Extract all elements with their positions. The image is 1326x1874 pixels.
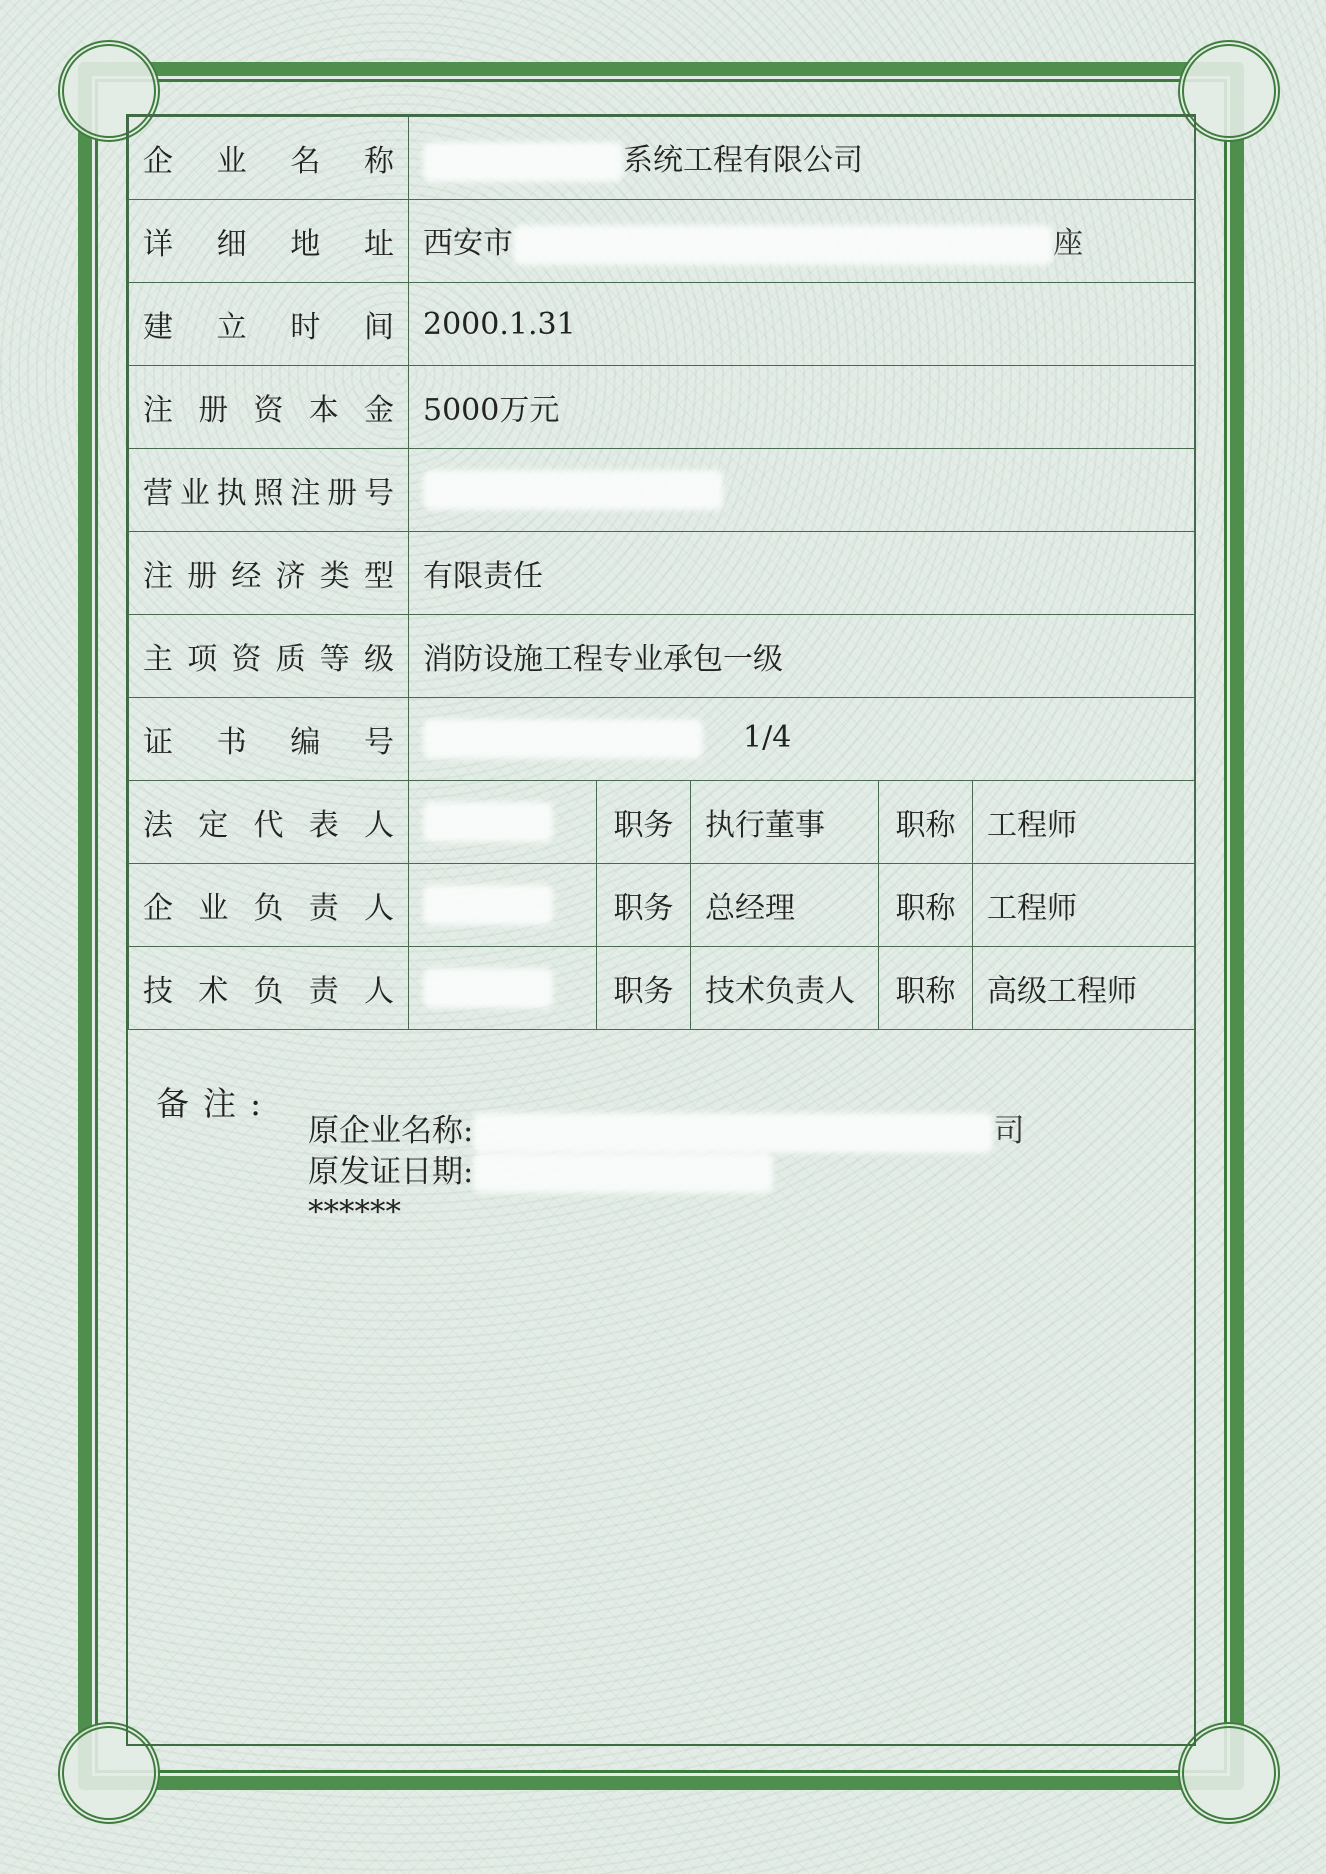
established-value: 2000.1.31 [409, 283, 1195, 366]
redacted-area [473, 1113, 993, 1153]
qualification-label: 主项资质等级 [129, 615, 409, 698]
certificate-no-label: 证书编号 [129, 698, 409, 781]
row-tech-head [129, 947, 1195, 1030]
tech-head-title-label: 职称 [879, 947, 973, 1030]
tech-head-label: 技术负责人 [129, 947, 409, 1030]
legal-rep-name [409, 781, 597, 864]
economic-type-label: 注册经济类型 [129, 532, 409, 615]
row-qualification [129, 615, 1195, 698]
company-name-text: 系统工程有限公司 [623, 142, 863, 178]
tech-head-title: 高级工程师 [973, 947, 1195, 1030]
certificate-no-text: 1/4 [743, 720, 792, 755]
tech-head-duty-label: 职务 [597, 947, 691, 1030]
redacted-area [473, 1153, 773, 1193]
legal-rep-duty: 执行董事 [691, 781, 879, 864]
address-tail: 座 [1053, 225, 1083, 261]
row-license [129, 449, 1195, 532]
redacted-area [423, 885, 553, 925]
legal-rep-title-label: 职称 [879, 781, 973, 864]
redacted-area [423, 470, 723, 510]
row-company-head [129, 864, 1195, 947]
certificate-no-value [409, 698, 1195, 781]
company-head-name [409, 864, 597, 947]
row-certificate-no [129, 698, 1195, 781]
company-head-duty: 总经理 [691, 864, 879, 947]
redacted-area [423, 719, 703, 759]
certificate-info-table [128, 116, 1195, 1030]
capital-value: 5000万元 [409, 366, 1195, 449]
company-head-title-label: 职称 [879, 864, 973, 947]
company-head-duty-label: 职务 [597, 864, 691, 947]
original-date-label: 原发证日期: [308, 1153, 474, 1190]
redacted-area [423, 142, 623, 182]
address-label: 详细地址 [129, 200, 409, 283]
redacted-area [513, 225, 1053, 265]
redacted-area [423, 968, 553, 1008]
row-company-name [129, 117, 1195, 200]
remarks-section [128, 1050, 1194, 1740]
capital-label: 注册资本金 [129, 366, 409, 449]
legal-rep-title: 工程师 [973, 781, 1195, 864]
company-name-value [409, 117, 1195, 200]
remarks-label: 备注: [156, 1084, 276, 1123]
original-name-tail: 司 [993, 1113, 1025, 1149]
qualification-value: 消防设施工程专业承包一级 [409, 615, 1195, 698]
tech-head-duty: 技术负责人 [691, 947, 879, 1030]
row-economic-type [129, 532, 1195, 615]
row-address [129, 200, 1195, 283]
row-legal-rep [129, 781, 1195, 864]
license-label: 营业执照注册号 [129, 449, 409, 532]
remarks-body [308, 1112, 1024, 1231]
legal-rep-duty-label: 职务 [597, 781, 691, 864]
mask-line: ****** [308, 1194, 401, 1230]
company-head-label: 企业负责人 [129, 864, 409, 947]
address-text: 西安市 [423, 225, 513, 261]
original-date-line [308, 1153, 1024, 1194]
row-capital [129, 366, 1195, 449]
license-value [409, 449, 1195, 532]
company-head-title: 工程师 [973, 864, 1195, 947]
tech-head-name [409, 947, 597, 1030]
original-name-label: 原企业名称: [308, 1113, 474, 1149]
original-name-line [308, 1112, 1024, 1153]
established-label: 建立时间 [129, 283, 409, 366]
row-established [129, 283, 1195, 366]
address-value [409, 200, 1195, 283]
legal-rep-label: 法定代表人 [129, 781, 409, 864]
economic-type-value: 有限责任 [409, 532, 1195, 615]
redacted-area [423, 802, 553, 842]
company-name-label: 企业名称 [129, 117, 409, 200]
